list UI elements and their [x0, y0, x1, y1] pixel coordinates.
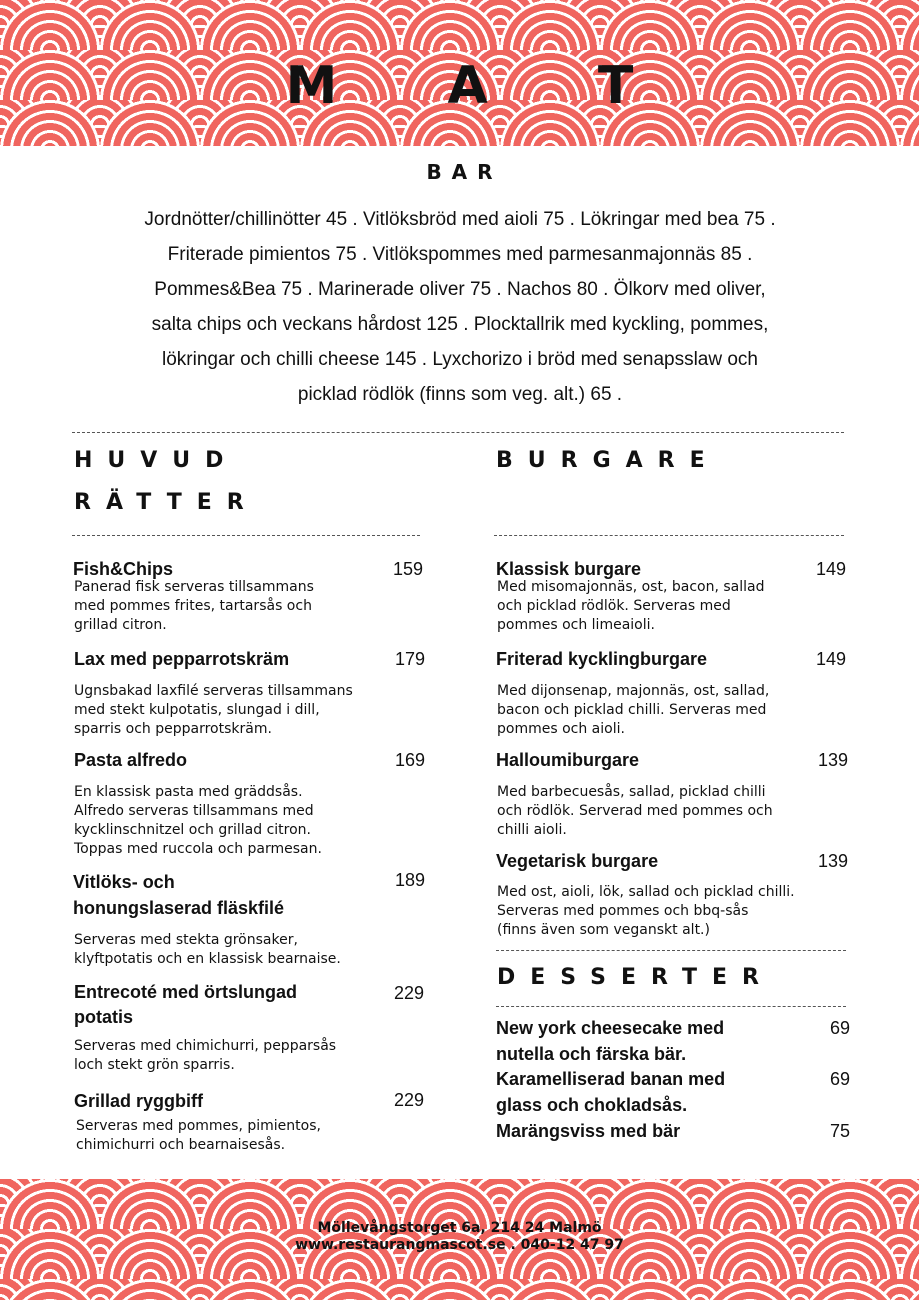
desc-line: och rödlök. Serverad med pommes och	[497, 803, 773, 819]
dessert-name: nutella och färska bär.	[496, 1044, 687, 1064]
menu-item-desc	[74, 578, 404, 635]
desc-line: chimichurri och bearnaisesås.	[76, 1137, 286, 1153]
desserter-heading: DESSERTER	[497, 965, 774, 990]
desc-line: grillad citron.	[74, 617, 167, 633]
huvud-heading: HUVUD	[74, 448, 239, 473]
menu-item-desc	[74, 1037, 404, 1075]
dessert-price: 69	[829, 1069, 850, 1089]
desc-line: Med misomajonnäs, ost, bacon, sallad	[497, 579, 765, 595]
desc-line: sparris och pepparrotskräm.	[74, 721, 272, 737]
burgare-heading: BURGARE	[496, 448, 720, 473]
menu-item-name: Vegetarisk burgare	[496, 851, 659, 871]
desc-line: Serveras med chimichurri, pepparsås	[74, 1038, 337, 1054]
bar-menu-text	[60, 202, 860, 412]
ratter-heading: RÄTTER	[74, 490, 259, 515]
desc-line: Med ost, aioli, lök, sallad och picklad chilli.	[497, 884, 795, 900]
divider	[72, 432, 844, 433]
dessert-name: glass och chokladsås.	[496, 1095, 688, 1115]
menu-item-desc	[497, 783, 827, 840]
menu-item-price: 149	[815, 649, 846, 669]
menu-item-price: 139	[817, 851, 848, 871]
desc-line: kycklinschnitzel och grillad citron.	[74, 822, 311, 838]
menu-item-desc	[74, 783, 404, 859]
divider	[494, 535, 844, 536]
desc-line: pommes och limeaioli.	[497, 617, 655, 633]
desc-line: Toppas med ruccola och parmesan.	[74, 841, 322, 857]
menu-item-name: Fish&Chips	[73, 559, 174, 579]
desc-line: Panerad fisk serveras tillsammans	[74, 579, 314, 595]
dessert-name: Marängsviss med bär	[496, 1121, 681, 1141]
desc-line: chilli aioli.	[497, 822, 567, 838]
menu-item-name: Pasta alfredo	[74, 750, 188, 770]
dessert-price: 69	[829, 1018, 850, 1038]
bar-line: salta chips och veckans hårdost 125 . Plocktallrik med kyckling, pommes,	[151, 314, 769, 335]
desc-line: och picklad rödlök. Serveras med	[497, 598, 731, 614]
desc-line: Med barbecuesås, sallad, picklad chilli	[497, 784, 766, 800]
bar-line: picklad rödlök (finns som veg. alt.) 65 .	[297, 384, 623, 405]
bar-heading: BAR	[426, 160, 503, 184]
menu-item-desc	[76, 1117, 406, 1155]
desc-line: Med dijonsenap, majonnäs, ost, sallad,	[497, 683, 770, 699]
menu-item-price: 149	[815, 559, 846, 579]
menu-item-price: 139	[817, 750, 848, 770]
dessert-name: New york cheesecake med	[496, 1018, 725, 1038]
menu-item-desc	[497, 682, 827, 739]
menu-item-name: Lax med pepparrotskräm	[74, 649, 290, 669]
dessert-price: 75	[829, 1121, 850, 1141]
footer-address: Möllevångstorget 6a, 214 24 Malmö	[317, 1220, 602, 1236]
menu-item-name: Grillad ryggbiff	[74, 1091, 204, 1111]
menu-item-desc	[74, 931, 404, 969]
menu-item-desc	[497, 578, 827, 635]
desc-line: Serveras med stekta grönsaker,	[74, 932, 298, 948]
desc-line: En klassisk pasta med gräddsås.	[74, 784, 303, 800]
footer-contact: www.restaurangmascot.se . 040-12 47 97	[295, 1237, 624, 1253]
menu-item-price: 229	[393, 1090, 424, 1110]
desc-line: klyftpotatis och en klassisk bearnaise.	[74, 951, 341, 967]
desc-line: Ugnsbakad laxfilé serveras tillsammans	[74, 683, 353, 699]
menu-item-name: Klassisk burgare	[496, 559, 642, 579]
menu-item-desc	[497, 883, 842, 940]
menu-item-name: honungslaserad fläskfilé	[73, 898, 285, 918]
menu-item-name: Vitlöks- och	[73, 872, 175, 892]
desc-line: Alfredo serveras tillsammans med	[74, 803, 314, 819]
desc-line: med stekt kulpotatis, slungad i dill,	[74, 702, 320, 718]
menu-item-name: potatis	[74, 1007, 134, 1027]
desc-line: bacon och picklad chilli. Serveras med	[497, 702, 767, 718]
menu-item-price: 179	[394, 649, 425, 669]
divider	[72, 535, 420, 536]
menu-item-price: 189	[394, 870, 425, 890]
menu-item-name: Halloumiburgare	[496, 750, 640, 770]
menu-item-name: Friterad kycklingburgare	[496, 649, 708, 669]
bar-line: lökringar och chilli cheese 145 . Lyxchorizo i bröd med senapsslaw och	[162, 349, 758, 370]
menu-item-price: 169	[394, 750, 425, 770]
desc-line: pommes och aioli.	[497, 721, 625, 737]
menu-item-desc	[74, 682, 404, 739]
bar-line: Pommes&Bea 75 . Marinerade oliver 75 . Nachos 80 . Ölkorv med oliver,	[154, 279, 766, 300]
divider	[496, 950, 846, 951]
divider	[496, 1006, 846, 1007]
page-title: M A T	[285, 56, 680, 116]
menu-item-name: Entrecoté med örtslungad	[74, 982, 298, 1002]
desc-line: Serveras med pommes och bbq-sås	[497, 903, 749, 919]
desc-line: Serveras med pommes, pimientos,	[76, 1118, 321, 1134]
bar-line: Jordnötter/chillinötter 45 . Vitlöksbröd med aioli 75 . Lökringar med bea 75 .	[144, 209, 776, 230]
menu-item-price: 229	[393, 983, 424, 1003]
desc-line: (finns även som veganskt alt.)	[497, 922, 710, 938]
footer	[0, 1220, 919, 1254]
dessert-name: Karamelliserad banan med	[496, 1069, 726, 1089]
desc-line: med pommes frites, tartarsås och	[74, 598, 312, 614]
menu-item-price: 159	[392, 559, 423, 579]
desc-line: loch stekt grön sparris.	[74, 1057, 235, 1073]
bar-line: Friterade pimientos 75 . Vitlökspommes med parmesanmajonnäs 85 .	[167, 244, 753, 265]
